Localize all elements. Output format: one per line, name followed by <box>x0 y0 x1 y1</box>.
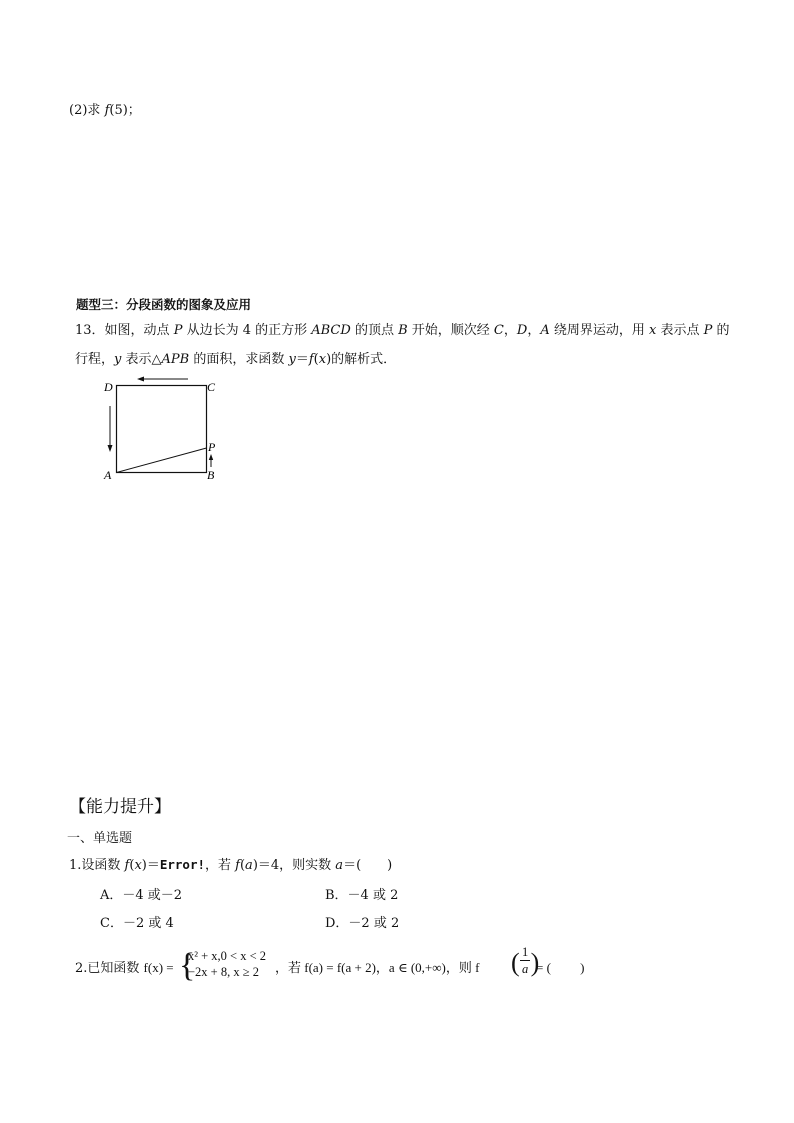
q12-part2-suffix: ； <box>127 103 141 118</box>
case-1: x² + x,0 < x < 2 <box>188 949 267 963</box>
var: P <box>173 323 183 338</box>
text: 从边长为 4 的正方形 <box>182 323 312 338</box>
square-figure <box>96 374 226 486</box>
var: f <box>235 858 240 873</box>
var: ABCD <box>311 323 351 338</box>
square-abcd <box>117 386 207 473</box>
text: ， <box>527 323 541 338</box>
arrow-right-head <box>209 454 213 460</box>
var: a <box>335 858 344 873</box>
text: ＝ <box>295 352 309 367</box>
text: 开始，顺次经 <box>407 323 494 338</box>
var: D <box>516 323 528 338</box>
var: APB <box>161 352 190 367</box>
q2-prefix <box>75 958 174 978</box>
var: A <box>540 323 550 338</box>
var: B <box>398 323 408 338</box>
text: 1.设函数 <box>69 858 125 873</box>
segment-ap <box>117 448 207 473</box>
var: y <box>288 352 296 367</box>
text: 绕周界运动，用 <box>549 323 649 338</box>
text: 13．如图，动点 <box>75 323 174 338</box>
fraction: ( 1 a ) <box>511 945 540 977</box>
var: a <box>245 858 253 873</box>
q2-condition: ，若 f(a) = f(a + 2)，a ∈ (0,+∞)，则 f <box>275 960 480 975</box>
q1-option-d[interactable]: D．－2 或 2 <box>325 916 400 931</box>
text: ， <box>503 323 517 338</box>
var: C <box>493 323 504 338</box>
text: )的解析式． <box>326 352 397 367</box>
arrow-left-head <box>108 445 113 452</box>
error-text: Error! <box>159 857 206 872</box>
piecewise-cases <box>188 948 266 980</box>
text: 的顶点 <box>350 323 399 338</box>
q1-option-a[interactable]: A．－4 或－2 <box>100 888 183 903</box>
var: f <box>308 352 314 367</box>
q2-fx: f(x) = <box>143 960 174 975</box>
q1-option-c[interactable]: C．－2 或 4 <box>100 916 174 931</box>
label-d: D <box>104 380 113 394</box>
var: x <box>318 352 327 367</box>
label-c: C <box>207 380 216 394</box>
piecewise-brace: { <box>179 947 196 984</box>
label-a: A <box>104 468 112 482</box>
text: 的 <box>712 323 730 338</box>
text: ( <box>239 858 246 873</box>
q1-stem <box>69 855 392 875</box>
text: 表示△ <box>121 352 162 367</box>
text: )＝4，则实数 <box>252 858 336 873</box>
text: ，若 <box>205 858 236 873</box>
label-p: P <box>208 440 216 454</box>
case-2: −2x + 8, x ≥ 2 <box>188 965 259 979</box>
q12-part2-prefix: (2)求 <box>69 103 105 118</box>
frac-denominator: a <box>522 962 529 976</box>
text: ( <box>313 352 319 367</box>
q2-answer-blank: = ( ) <box>536 960 585 975</box>
var: x <box>134 858 142 873</box>
ability-heading: 【能力提升】 <box>69 797 171 817</box>
label-b: B <box>207 468 215 482</box>
var: f <box>124 858 130 873</box>
text: 表示点 <box>656 323 704 338</box>
arrow-top-head <box>137 377 144 382</box>
q12-part2 <box>69 101 141 120</box>
var: y <box>114 352 122 367</box>
text: )＝ <box>141 858 160 873</box>
var: x <box>648 323 657 338</box>
q13-line2 <box>75 350 396 369</box>
section-heading: 题型三：分段函数的图象及应用 <box>76 297 252 312</box>
text: ＝( ) <box>343 858 393 873</box>
q12-part2-arg: (5) <box>109 103 128 118</box>
single-choice-heading: 一、单选题 <box>67 831 133 846</box>
q12-part2-fn: f <box>104 103 110 118</box>
text: 行程， <box>75 352 115 367</box>
q13-line1 <box>75 321 729 340</box>
frac-numerator: 1 <box>522 945 529 959</box>
text: 2.已知函数 <box>75 961 144 976</box>
text: ( <box>129 858 135 873</box>
text: 的面积，求函数 <box>189 352 289 367</box>
var: P <box>703 323 713 338</box>
q1-option-b[interactable]: B．－4 或 2 <box>325 888 399 903</box>
